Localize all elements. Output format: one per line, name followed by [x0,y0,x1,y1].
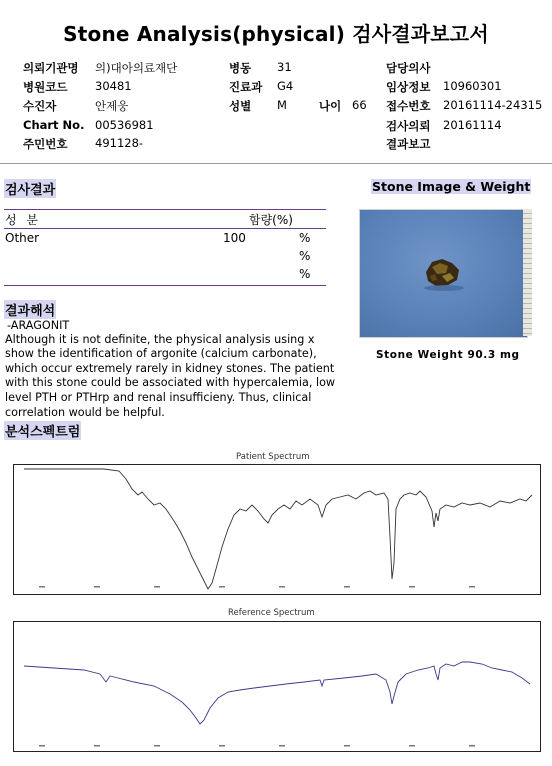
stone-weight: Stone Weight 90.3 mg [376,349,520,361]
label-hospital-code: 병원코드 [23,80,68,94]
reference-spectrum-line [24,662,530,724]
interpretation-line: show the identification of argonite (calcium carbonate), [5,347,317,360]
results-col-component: 성 분 [5,213,41,227]
value-request-date: 20161114 [443,118,502,132]
value-requesting-institution: 의)대아의료재단 [95,61,178,75]
label-department: 진료과 [229,80,263,94]
label-request-date: 검사의뢰 [386,119,431,133]
value-receipt-number: 20161114-24315 [443,98,543,112]
reference-spectrum-title: Reference Spectrum [228,608,315,618]
results-table-bottom-rule [4,285,326,286]
value-chart-no: 00536981 [95,118,154,132]
interpretation-line: correlation would be helpful. [5,406,165,419]
interpretation-line: with this stone could be associated with hypercalemia, low [5,376,336,389]
header-divider [0,163,552,164]
value-department: G4 [277,79,294,93]
label-chart-no: Chart No. [23,118,85,132]
value-age: 66 [352,98,367,112]
result-row-name: Other [5,231,40,245]
interpretation-heading: 결과해석 [4,300,56,319]
results-table-header-rule [4,228,326,229]
interpretation-line: Although it is not definite, the physical analysis using x [5,333,315,346]
spectrum-heading: 분석스펙트럼 [4,421,81,440]
interpretation-line: which occur extremely rarely in kidney stones. The patient [5,362,335,375]
value-clinical-info: 10960301 [443,79,502,93]
value-sex: M [277,98,287,112]
result-row-unit: % [299,249,311,263]
result-row-unit: % [299,267,311,281]
label-ward: 병동 [229,61,252,75]
results-table-top-rule [4,209,326,210]
results-col-content: 함량(%) [249,213,293,227]
result-row-unit: % [299,231,311,245]
label-report-date: 결과보고 [386,137,431,151]
patient-spectrum-line [24,469,532,589]
report-title: Stone Analysis(physical) 검사결과보고서 [63,22,489,46]
label-clinical-info: 임상정보 [386,80,431,94]
label-attending-doctor: 담당의사 [386,61,431,75]
label-resident-number: 주민번호 [23,137,68,151]
results-heading: 검사결과 [4,179,56,198]
interpretation-line: -ARAGONIT [7,319,70,332]
value-patient-name: 안제웅 [95,99,129,113]
label-receipt-number: 접수번호 [386,99,431,113]
value-hospital-code: 30481 [95,79,132,93]
result-row-value: 100 [223,231,246,245]
stone-photo [359,209,528,338]
reference-spectrum-plot [13,621,541,752]
label-age: 나이 [319,99,342,113]
stone-icon [424,259,464,291]
patient-spectrum-title: Patient Spectrum [236,452,310,462]
interpretation-line: level PTH or PTHrp and renal insufficieny. Thus, clinical [5,391,312,404]
scale-ruler [523,209,532,336]
label-sex: 성별 [229,99,252,113]
value-ward: 31 [277,60,292,74]
stone-image-heading: Stone Image & Weight [372,179,531,194]
label-requesting-institution: 의뢰기관명 [23,61,79,75]
patient-spectrum-plot [13,464,541,595]
label-patient-name: 수진자 [23,99,57,113]
value-resident-number: 491128- [95,136,144,150]
